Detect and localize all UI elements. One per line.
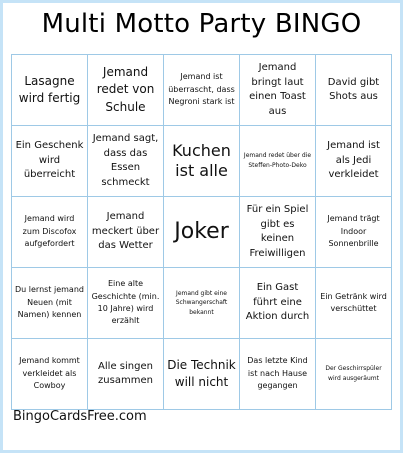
bingo-cell-r1c4: Jemand bringt laut einen Toast aus <box>240 55 316 126</box>
bingo-cell-r3c4: Für ein Spiel gibt es keinen Freiwilligen <box>240 197 316 268</box>
bingo-cell-r5c3: Die Technik will nicht <box>164 339 240 410</box>
bingo-cell-r3c1: Jemand wird zum Discofox aufgefordert <box>12 197 88 268</box>
bingo-cell-r1c1: Lasagne wird fertig <box>12 55 88 126</box>
bingo-cell-r2c3: Kuchen ist alle <box>164 126 240 197</box>
bingo-cell-r1c5: David gibt Shots aus <box>316 55 392 126</box>
bingo-cell-r4c3: Jemand gibt eine Schwangerschaft bekannt <box>164 268 240 339</box>
card-title: Multi Motto Party BINGO <box>41 9 362 39</box>
bingo-cell-free-joker: Joker <box>164 197 240 268</box>
bingo-cell-r2c1: Ein Geschenk wird überreicht <box>12 126 88 197</box>
footer-site-credit: BingoCardsFree.com <box>13 409 147 424</box>
bingo-cell-r1c3: Jemand ist überrascht, dass Negroni stark ist <box>164 55 240 126</box>
bingo-cell-r5c5: Der Geschirrspüler wird ausgeräumt <box>316 339 392 410</box>
bingo-cell-r2c5: Jemand ist als Jedi verkleidet <box>316 126 392 197</box>
bingo-cell-r4c2: Eine alte Geschichte (min. 10 Jahre) wird erzählt <box>88 268 164 339</box>
bingo-cell-r4c4: Ein Gast führt eine Aktion durch <box>240 268 316 339</box>
bingo-cell-r2c2: Jemand sagt, dass das Essen schmeckt <box>88 126 164 197</box>
bingo-cell-r5c2: Alle singen zusammen <box>88 339 164 410</box>
bingo-cell-r3c2: Jemand meckert über das Wetter <box>88 197 164 268</box>
bingo-card <box>3 3 400 450</box>
bingo-grid <box>11 54 392 410</box>
bingo-cell-r5c4: Das letzte Kind ist nach Hause gegangen <box>240 339 316 410</box>
bingo-cell-r5c1: Jemand kommt verkleidet als Cowboy <box>12 339 88 410</box>
bingo-cell-r1c2: Jemand redet von Schule <box>88 55 164 126</box>
bingo-cell-r2c4: Jemand redet über die Steffen-Photo-Deko <box>240 126 316 197</box>
bingo-cell-r4c5: Ein Getränk wird verschüttet <box>316 268 392 339</box>
bingo-cell-r4c1: Du lernst jemand Neuen (mit Namen) kennen <box>12 268 88 339</box>
bingo-cell-r3c5: Jemand trägt Indoor Sonnenbrille <box>316 197 392 268</box>
